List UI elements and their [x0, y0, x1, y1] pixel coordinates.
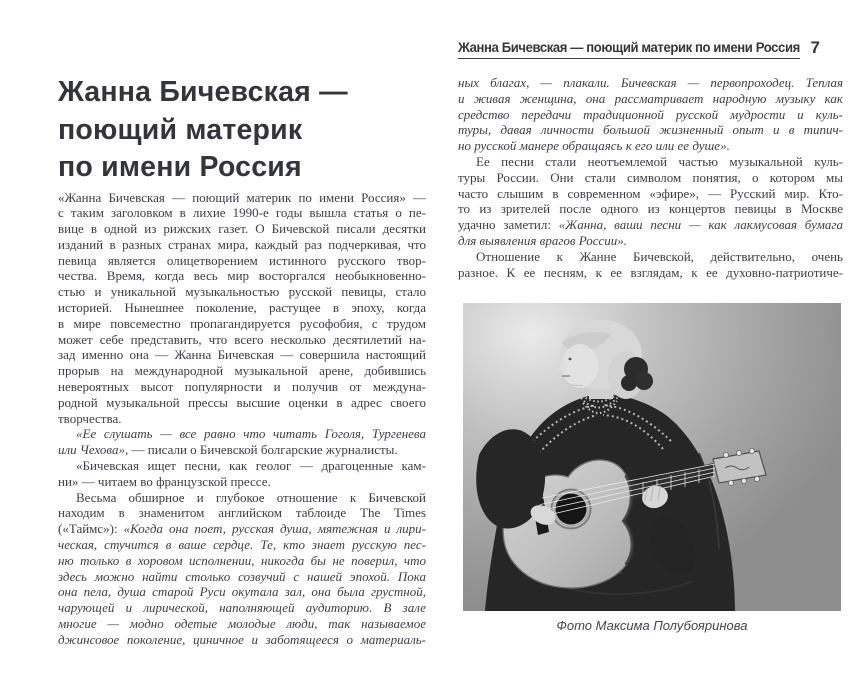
text-line: зад именно она — Жанна Бичевская — совершила настоящий — [58, 347, 426, 363]
text-line: «Бичевская ищет песни, как геолог — драгоценные кам- — [76, 458, 426, 474]
text-line: ню только в хоровом исполнении, никогда бы не поверил, что — [58, 552, 426, 568]
paragraph — [458, 75, 843, 154]
paragraph — [58, 190, 426, 427]
paragraph — [458, 249, 843, 281]
paragraph — [458, 154, 843, 249]
text-line: с таким заголовком в лихие 1990-е годы вышла статья о пе- — [58, 205, 426, 221]
photo-caption: Фото Максима Полубояринова — [556, 618, 748, 634]
paragraph — [58, 490, 426, 648]
text-line: для выявления врагов России». — [458, 232, 628, 248]
text-line: часто слышим в современном «эфире», — Русский мир. Кто- — [458, 185, 843, 201]
text-line: Весьма обширное и глубокое отношение к Бичевской — [76, 489, 426, 505]
text-line: «Жанна Бичевская — поющий материк по имени Россия» — — [58, 189, 426, 205]
text-line: Отношение к Жанне Бичевской, действительно, очень — [476, 248, 843, 264]
text-line: ных благах, — плакали. Бичевская — первопроходец. Теплая — [458, 75, 843, 90]
left-page-body-text — [58, 190, 426, 648]
text-line: невероятных высот популярности и получив от междуна- — [58, 379, 426, 395]
text-line: вице в одной из рижских газет. О Бичевской писали десятки — [58, 221, 426, 237]
text-line: певица является олицетворением истинного русского твор- — [58, 252, 426, 268]
text-line: прорыв на международной музыкальной арене, добившись — [58, 363, 426, 379]
chapter-title-line-1: Жанна Бичевская — — [58, 76, 348, 108]
text-line: джинсовое поколение, циничное и заботящееся о материаль- — [58, 631, 426, 647]
chapter-title — [58, 74, 426, 187]
chapter-title-line-3: по имени Россия — [58, 151, 302, 183]
text-line: чества. Время, когда весь мир восторгался необыкновенно- — [58, 268, 426, 284]
text-line: может себе представить, что всего несколько десятилетий на- — [58, 331, 426, 347]
text-line: то из зрителей после одного из концертов певицы в Москве — [458, 201, 843, 217]
text-line: стью и уникальной музыкальностью русской певицы, стало — [58, 284, 426, 300]
text-line: она пела, душа старой Руси окутала зал, она была грустной, — [58, 584, 426, 600]
text-line: средство передачи традиционной русской мудрости и куль- — [458, 106, 843, 122]
text-line: чарующей и лирической, наполняющей аудиторию. В зале — [58, 600, 426, 616]
text-line: разное. К ее песням, к ее взглядам, к ее духовно-патриотиче- — [458, 264, 843, 280]
text-line: удачно заметил: «Жанна, ваши песни — как лакмусовая бумага — [458, 217, 843, 233]
text-line: но русской манере обращаясь к его или ее душе». — [458, 138, 730, 154]
page-left — [58, 74, 426, 648]
text-line: историей. Нынешнее поколение, растущее в эпоху, когда — [58, 300, 426, 316]
text-line: многие — модно одетые молодые люди, так называемое — [58, 616, 426, 632]
page-number: 7 — [810, 38, 820, 57]
page-right — [458, 40, 843, 633]
text-line: родной музыкальной прессы высшие оценки в адрес своего — [58, 394, 426, 410]
paragraph — [58, 426, 426, 458]
text-line: «Ее слушать — все равно что читать Гоголя, Тургенева — [76, 426, 426, 442]
text-line: здесь можно найти столько созвучий с нашей эпохой. Пока — [58, 568, 426, 584]
text-line: и живая женщина, она рассматривает народную музыку как — [458, 90, 843, 106]
text-line: туры, давая личности большой жизненный опыт и в типич- — [458, 122, 843, 138]
running-header-title: Жанна Бичевская — поющий материк по имени Россия — [458, 40, 800, 55]
text-line: изданий в разных странах мира, каждый раз подчеркивая, что — [58, 236, 426, 252]
text-line: творчества. — [58, 410, 122, 426]
text-line: ческая, стучится в ваше сердце. Те, кто знает русскую пес- — [58, 537, 426, 553]
running-header — [458, 38, 820, 59]
text-line: в мире повсеместно пропагандируется русофобия, с трудом — [58, 315, 426, 331]
text-line: ни» — читаем во французской прессе. — [58, 473, 271, 489]
chapter-title-line-2: поющий материк — [58, 113, 303, 146]
photo-figure — [463, 303, 841, 633]
text-line: находим в знаменитом английском таблоиде The Times — [58, 505, 426, 521]
paragraph — [58, 458, 426, 490]
text-line: туры России. Они стали символом понятия, о котором мы — [458, 169, 843, 185]
text-line: («Таймс»): «Когда она поет, русская душа, мятежная и лири- — [58, 521, 426, 537]
text-line: Ее песни стали неотъемлемой частью музыкальной куль- — [476, 153, 843, 169]
text-line: или Чехова», — писали о Бичевской болгарские журналисты. — [58, 442, 398, 458]
photo-singer-with-guitar — [463, 303, 841, 611]
right-page-body-text — [458, 75, 843, 280]
